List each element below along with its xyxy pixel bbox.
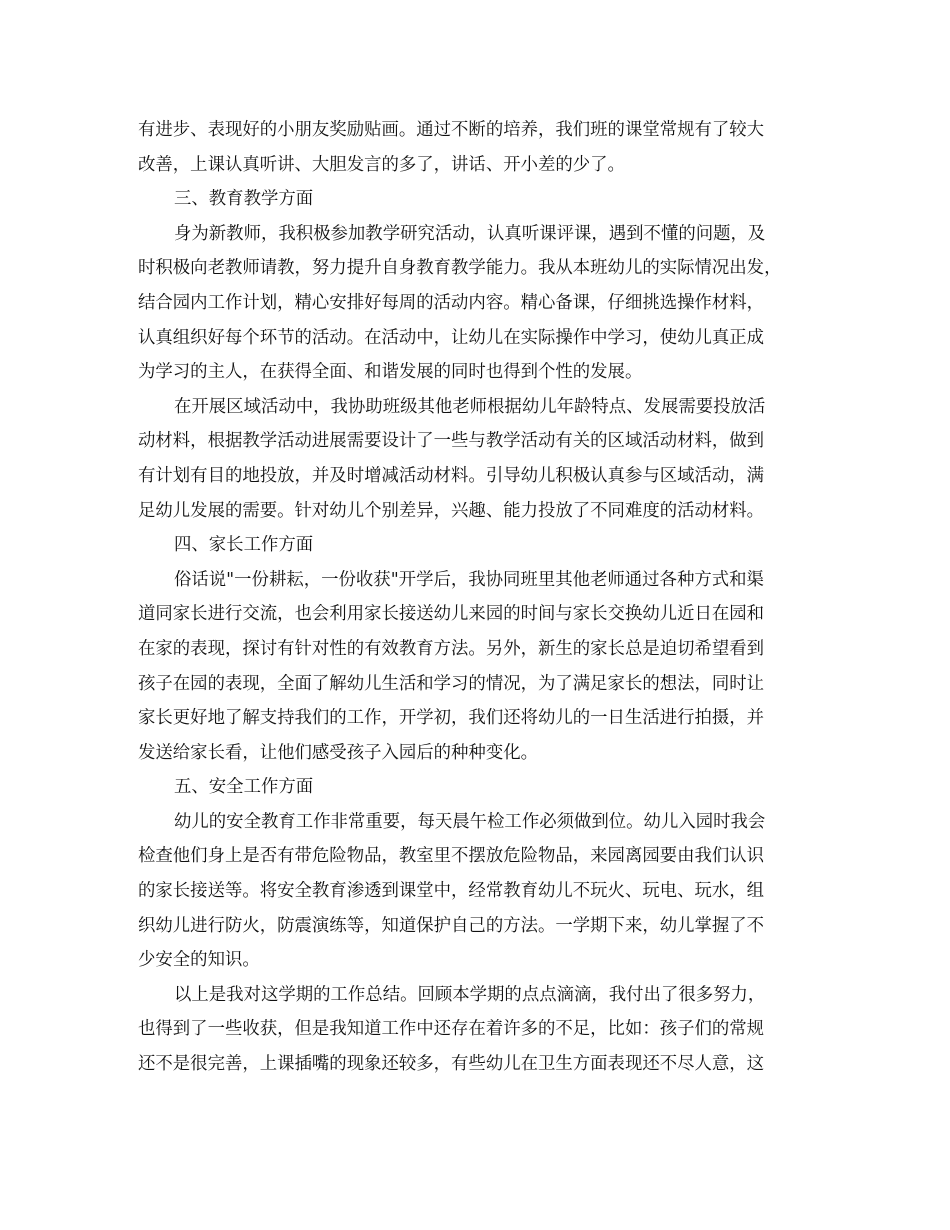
text-line: 的家长接送等。将安全教育渗透到课堂中，经常教育幼儿不玩火、玩电、玩水，组 (138, 881, 765, 902)
text-line: 织幼儿进行防火，防震演练等，知道保护自己的方法。一学期下来，幼儿掌握了不 (138, 915, 765, 936)
text-line: 四、家长工作方面 (174, 535, 314, 556)
text-line: 道同家长进行交流，也会利用家长接送幼儿来园的时间与家长交换幼儿近日在园和 (138, 604, 765, 625)
text-line: 孩子在园的表现，全面了解幼儿生活和学习的情况，为了满足家长的想法，同时让 (138, 673, 765, 694)
text-line: 时积极向老教师请教，努力提升自身教育教学能力。我从本班幼儿的实际情况出发， (138, 258, 782, 279)
text-line: 认真组织好每个环节的活动。在活动中，让幼儿在实际操作中学习，使幼儿真正成 (138, 327, 765, 348)
text-line: 幼儿的安全教育工作非常重要，每天晨午检工作必须做到位。幼儿入园时我会 (174, 811, 766, 832)
text-line: 少安全的知识。 (138, 950, 260, 971)
text-line: 还不是很完善，上课插嘴的现象还较多，有些幼儿在卫生方面表现还不尽人意，这 (138, 1054, 765, 1075)
text-line: 动材料，根据教学活动进展需要设计了一些与教学活动有关的区域活动材料，做到 (138, 431, 765, 452)
text-line: 五、安全工作方面 (174, 777, 314, 798)
text-line: 改善，上课认真听讲、大胆发言的多了，讲话、开小差的少了。 (138, 154, 625, 175)
text-line: 三、教育教学方面 (174, 189, 314, 210)
document-body (138, 113, 828, 1082)
text-line: 有计划有目的地投放，并及时增减活动材料。引导幼儿积极认真参与区域活动，满 (138, 465, 765, 486)
text-line: 身为新教师，我积极参加教学研究活动，认真听课评课，遇到不懂的问题，及 (174, 223, 766, 244)
text-line: 足幼儿发展的需要。针对幼儿个别差异，兴趣、能力投放了不同难度的活动材料。 (138, 500, 765, 521)
text-line: 结合园内工作计划，精心安排好每周的活动内容。精心备课，仔细挑选操作材料， (138, 292, 765, 313)
text-line: 家长更好地了解支持我们的工作，开学初，我们还将幼儿的一日生活进行拍摄，并 (138, 708, 765, 729)
text-line: 也得到了一些收获，但是我知道工作中还存在着许多的不足，比如：孩子们的常规 (138, 1019, 765, 1040)
text-line: 有进步、表现好的小朋友奖励贴画。通过不断的培养，我们班的课堂常规有了较大 (138, 120, 765, 140)
text-line: 俗话说"一份耕耘，一份收获"开学后，我协同班里其他老师通过各种方式和渠 (174, 569, 764, 590)
text-line: 发送给家长看，让他们感受孩子入园后的种种变化。 (138, 742, 538, 763)
text-line: 为学习的主人，在获得全面、和谐发展的同时也得到个性的发展。 (138, 362, 643, 383)
text-line: 在开展区域活动中，我协助班级其他老师根据幼儿年龄特点、发展需要投放活 (174, 396, 766, 417)
text-line: 在家的表现，探讨有针对性的有效教育方法。另外，新生的家长总是迫切希望看到 (138, 638, 765, 659)
text-line: 检查他们身上是否有带危险物品，教室里不摆放危险物品，来园离园要由我们认识 (138, 846, 765, 867)
text-line: 以上是我对这学期的工作总结。回顾本学期的点点滴滴，我付出了很多努力， (174, 984, 766, 1005)
